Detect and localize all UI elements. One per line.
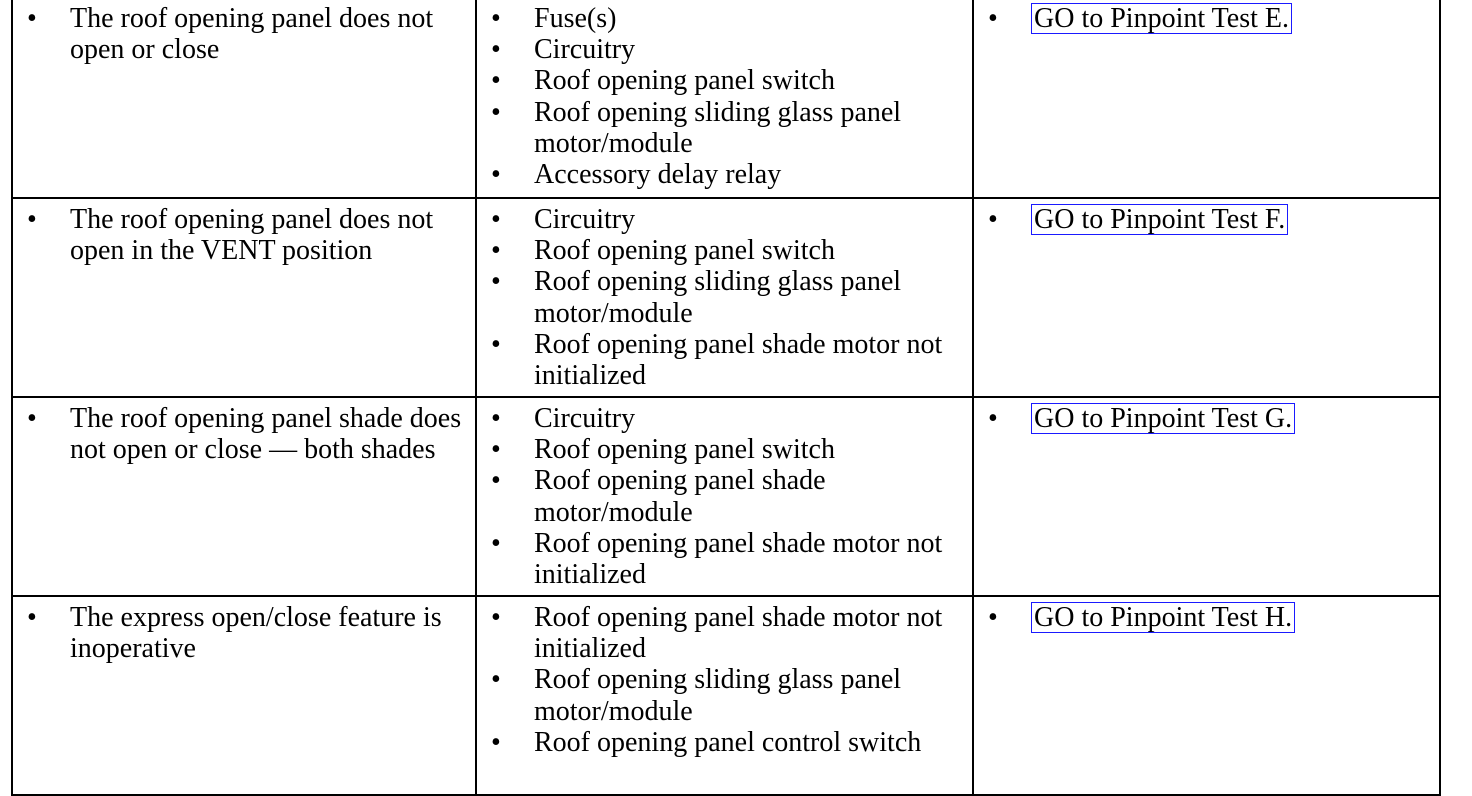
condition-text: • The roof opening panel shade does not open or close — both shades bbox=[13, 403, 475, 465]
source-item: • Roof opening panel shade motor not initialized bbox=[477, 602, 972, 664]
symptom-chart-table bbox=[11, 0, 1441, 796]
condition-cell bbox=[12, 596, 476, 795]
possible-sources-cell bbox=[476, 198, 973, 397]
table-row bbox=[12, 198, 1440, 397]
condition-list bbox=[13, 403, 475, 465]
action-cell bbox=[973, 198, 1440, 397]
pinpoint-test-g-link[interactable]: GO to Pinpoint Test G. bbox=[1031, 403, 1295, 434]
source-item: • Roof opening sliding glass panel motor/module bbox=[477, 266, 972, 328]
source-item: • Accessory delay relay bbox=[477, 159, 972, 190]
source-item: • Roof opening panel switch bbox=[477, 434, 972, 465]
source-item: • Roof opening panel switch bbox=[477, 65, 972, 96]
possible-sources-list bbox=[477, 403, 972, 590]
source-item: • Roof opening sliding glass panel motor/module bbox=[477, 97, 972, 159]
possible-sources-cell bbox=[476, 596, 973, 795]
condition-text: • The express open/close feature is inoperative bbox=[13, 602, 475, 664]
source-item: • Roof opening panel switch bbox=[477, 235, 972, 266]
table-row bbox=[12, 397, 1440, 596]
action-list bbox=[974, 204, 1439, 235]
action-item bbox=[974, 602, 1439, 633]
table-row bbox=[12, 0, 1440, 198]
source-item: • Roof opening sliding glass panel motor/module bbox=[477, 664, 972, 726]
condition-cell bbox=[12, 198, 476, 397]
action-item bbox=[974, 403, 1439, 434]
action-item bbox=[974, 204, 1439, 235]
source-item: • Roof opening panel shade motor not initialized bbox=[477, 329, 972, 391]
possible-sources-cell bbox=[476, 0, 973, 198]
action-cell bbox=[973, 397, 1440, 596]
action-list bbox=[974, 602, 1439, 633]
action-cell bbox=[973, 596, 1440, 795]
action-cell bbox=[973, 0, 1440, 198]
possible-sources-cell bbox=[476, 397, 973, 596]
pinpoint-test-e-link[interactable]: GO to Pinpoint Test E. bbox=[1031, 3, 1292, 34]
condition-list bbox=[13, 204, 475, 266]
pinpoint-test-f-link[interactable]: GO to Pinpoint Test F. bbox=[1031, 204, 1288, 235]
condition-list bbox=[13, 3, 475, 65]
condition-text: • The roof opening panel does not open in the VENT position bbox=[13, 204, 475, 266]
source-item: • Circuitry bbox=[477, 34, 972, 65]
source-item: • Circuitry bbox=[477, 204, 972, 235]
condition-cell bbox=[12, 0, 476, 198]
source-item: • Fuse(s) bbox=[477, 3, 972, 34]
source-item: • Circuitry bbox=[477, 403, 972, 434]
pinpoint-test-h-link[interactable]: GO to Pinpoint Test H. bbox=[1031, 602, 1295, 633]
action-list bbox=[974, 403, 1439, 434]
source-item: • Roof opening panel shade motor/module bbox=[477, 465, 972, 527]
table-row bbox=[12, 596, 1440, 795]
action-item bbox=[974, 3, 1439, 34]
possible-sources-list bbox=[477, 602, 972, 758]
action-list bbox=[974, 3, 1439, 34]
condition-cell bbox=[12, 397, 476, 596]
possible-sources-list bbox=[477, 3, 972, 190]
source-item: • Roof opening panel control switch bbox=[477, 727, 972, 758]
source-item: • Roof opening panel shade motor not initialized bbox=[477, 528, 972, 590]
condition-list bbox=[13, 602, 475, 664]
possible-sources-list bbox=[477, 204, 972, 391]
condition-text: • The roof opening panel does not open or close bbox=[13, 3, 475, 65]
